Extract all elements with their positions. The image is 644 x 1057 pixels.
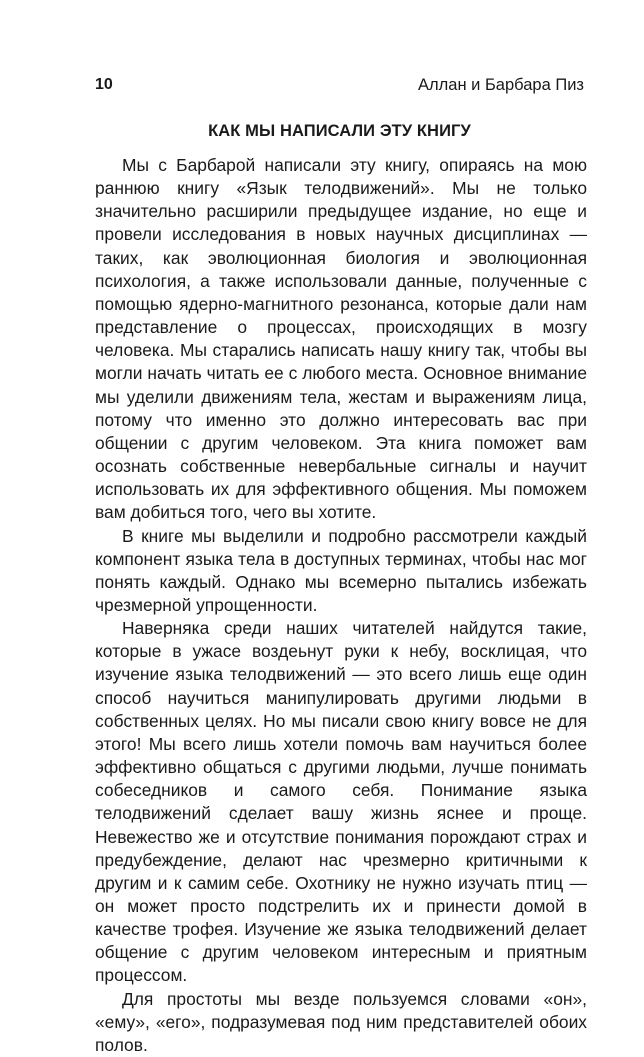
paragraph-2: В книге мы выделили и подробно рассмотрели каждый компонент языка тела в доступных терминах, чтобы нас мог понять каждый. Однако мы всемерно пытались избежать чрезмерной упрощенности. [95, 525, 587, 615]
paragraph-1: Мы с Барбарой написали эту книгу, опираясь на мою раннюю книгу «Язык телодвижений». Мы не только значительно расширили предыдущее издание, но еще и провели исследования в новых научных дисциплинах — таких, как эволюционная биология и эволюционная психология, а также использовали данные, полученные с помощью ядерно-магнитного резонанса, которые дали нам представление о процессах, происходящих в мозгу человека. Мы старались написать нашу книгу так, чтобы вы могли начать читать ее с любого места. Основное внимание мы уделили движениям тела, жестам и выражениям лица, потому что именно это должно интересовать вас при общении с другим человеком. Эта книга поможет вам осознать собственные невербальные сигналы и научит использовать их для эффективного общения. Мы поможем вам добиться того, чего вы хотите. [95, 155, 587, 523]
body-text [95, 154, 587, 1057]
chapter-title: КАК МЫ НАПИСАЛИ ЭТУ КНИГУ [208, 122, 471, 140]
paragraph-3: Наверняка среди наших читателей найдутся такие, которые в ужасе воздеьнут руки к небу, восклицая, что изучение языка телодвижений — это всего лишь еще один способ научиться манипулировать другими людьми в собственных целях. Но мы писали свою книгу вовсе не для этого! Мы всего лишь хотели помочь вам научиться более эффективно общаться с другими людьми, лучше понимать собеседников и самого себя. Понимание языка телодвижений сделает вашу жизнь яснее и проще. Невежество же и отсутствие понимания порождают страх и предубеждение, делают нас чрезмерно критичными к другим и к самим себе. Охотнику не нужно изучать птиц — он может просто подстрелить их и принести домой в качестве трофея. Изучение же языка телодвижений делает общение с другим человеком интересным и приятным процессом. [95, 618, 587, 986]
running-head-authors: Аллан и Барбара Пиз [418, 76, 584, 94]
page-header [95, 76, 584, 100]
paragraph-4: Для простоты мы везде пользуемся словами «он», «ему», «его», подразумевая под ним представителей обоих полов. [95, 988, 587, 1055]
page-number: 10 [95, 76, 113, 93]
